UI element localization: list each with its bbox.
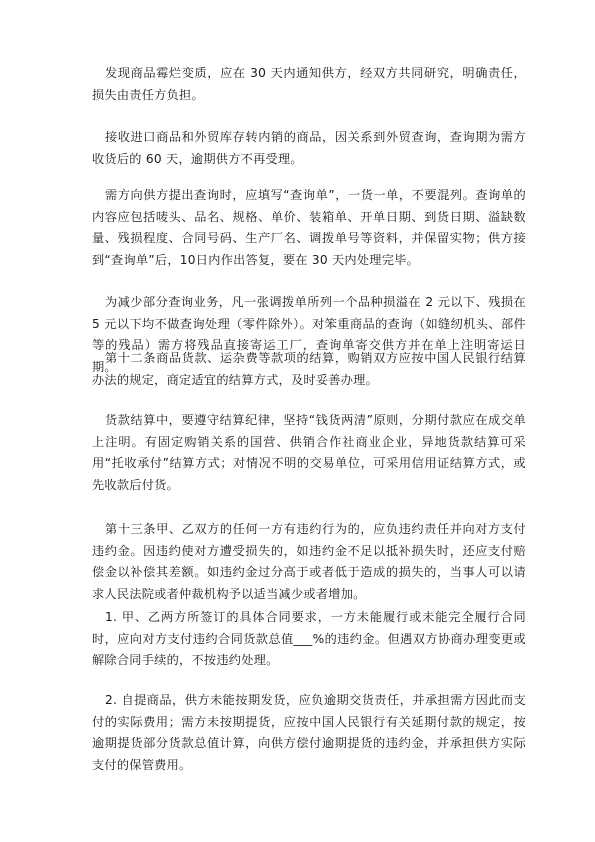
paragraph-import-goods-inquiry: 接收进口商品和外贸库存转内销的商品，因关系到外贸查询，查询期为需方收货后的 60 天，逾期供方不再受理。 [92, 130, 526, 166]
paragraph-clause-2: 2. 自提商品，供方未能按期发货，应负逾期交货责任，并承担需方因此而支付的实际费用；需方未按期提货，应按中国人民银行有关延期付款的规定，按逾期提货部分货款总值计算，向供方偿付逾期提货的违约金，并承担供方实际支付的保管费用。 [92, 693, 526, 772]
paragraph-spoilage-notice: 发现商品霉烂变质，应在 30 天内通知供方，经双方共同研究，明确责任，损失由责任方负担。 [92, 66, 526, 102]
paragraph-settlement-discipline: 货款结算中，要遵守结算纪律，坚持“钱货两清”原则，分期付款应在成交单上注明。有固定购销关系的国营、供销合作社商业企业，异地货款结算可采用“托收承付”结算方式；对情况不明的交易单位，可采用信用证结算方式，或先收款后付货。 [92, 413, 526, 492]
paragraph-article-13: 第十三条甲、乙双方的任何一方有违约行为的，应负违约责任并向对方支付违约金。因违约使对方遭受损失的，如违约金不足以抵补损失时，还应支付赔偿金以补偿其差额。如违约金过分高于或者低于造成的损失的，当事人可以请求人民法院或者仲裁机构予以适当减少或者增加。 [92, 522, 526, 601]
paragraph-clause-1: 1. 甲、乙两方所签订的具体合同要求，一方未能履行或未能完全履行合同时，应向对方支付违约合同货款总值___%的违约金。但遇双方协商办理变更或解除合同手续的，不按违约处理。 [92, 610, 526, 667]
paragraph-inquiry-form: 需方向供方提出查询时，应填写“查询单”，一货一单，不要混列。查询单的内容应包括唛头、品名、规格、单价、装箱单、开单日期、到货日期、溢缺数量、残损程度、合同号码、生产厂名、调拨单号等资料，并保留实物；供方接到“查询单”后，10日内作出答复，要在 30 天内处理完毕。 [92, 188, 526, 267]
paragraph-article-12: 第十二条商品货款、运杂费等款项的结算，购销双方应按中国人民银行结算办法的规定，商定适宜的结算方式，及时妥善办理。 [92, 351, 526, 387]
paragraph-reduce-inquiry: 为减少部分查询业务，凡一张调拨单所列一个品种损溢在 2 元以下、残损在 5 元以下均不做查询处理（零件除外）。对笨重商品的查询（如缝纫机头、部件等的残品）需方将残品直接寄运工厂，查询单寄交供方并在单上注明寄运日期。 [92, 295, 526, 374]
